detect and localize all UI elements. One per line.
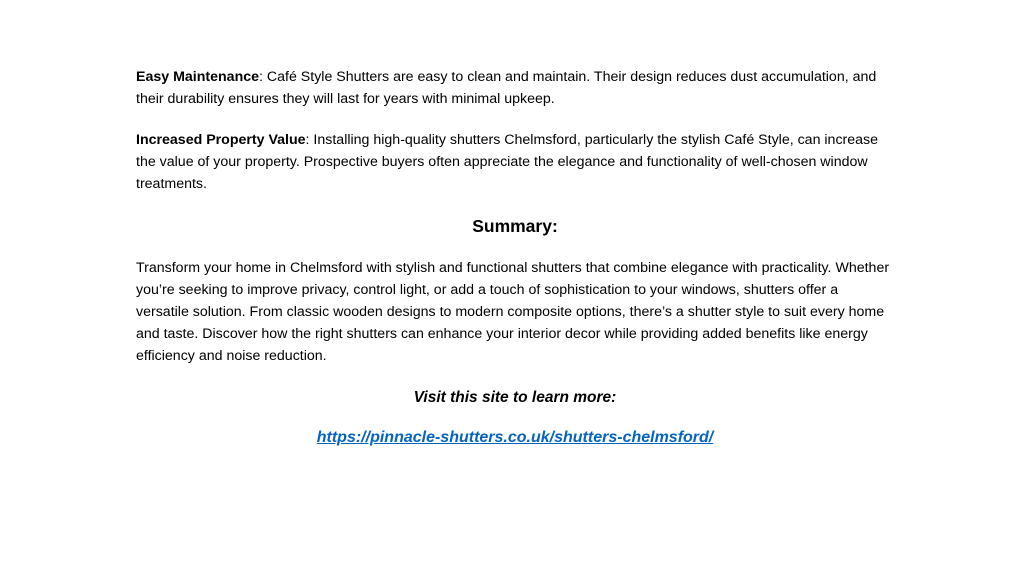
property-value-title: Increased Property Value (136, 132, 306, 148)
link-row (136, 426, 894, 450)
website-link[interactable]: https://pinnacle-shutters.co.uk/shutters-chelmsford/ (316, 429, 714, 446)
property-value-text: : Installing high-quality shutters Chelmsford, particularly the stylish Café Style, can increase the value of your property. Prospective buyers often appreciate the elegance and functionality of well-chosen window treatments. (136, 132, 879, 192)
visit-site-prompt: Visit this site to learn more: (413, 389, 617, 406)
summary-heading: Summary: (472, 216, 558, 236)
summary-paragraph: Transform your home in Chelmsford with stylish and functional shutters that combine elegance with practicality. Whether you’re seeking to improve privacy, control light, or add a touch of sophistication to your windows, shutters offer a versatile solution. From classic wooden designs to modern composite options, there’s a shutter style to suit every home and taste. Discover how the right shutters can enhance your interior decor while providing added benefits like energy efficiency and noise reduction. (136, 260, 890, 364)
property-value-paragraph (136, 129, 894, 195)
maintenance-title: Easy Maintenance (136, 69, 260, 85)
maintenance-paragraph (136, 66, 894, 110)
maintenance-text: : Café Style Shutters are easy to clean and maintain. Their design reduces dust accumulation, and their durability ensures they will last for years with minimal upkeep. (136, 69, 877, 107)
